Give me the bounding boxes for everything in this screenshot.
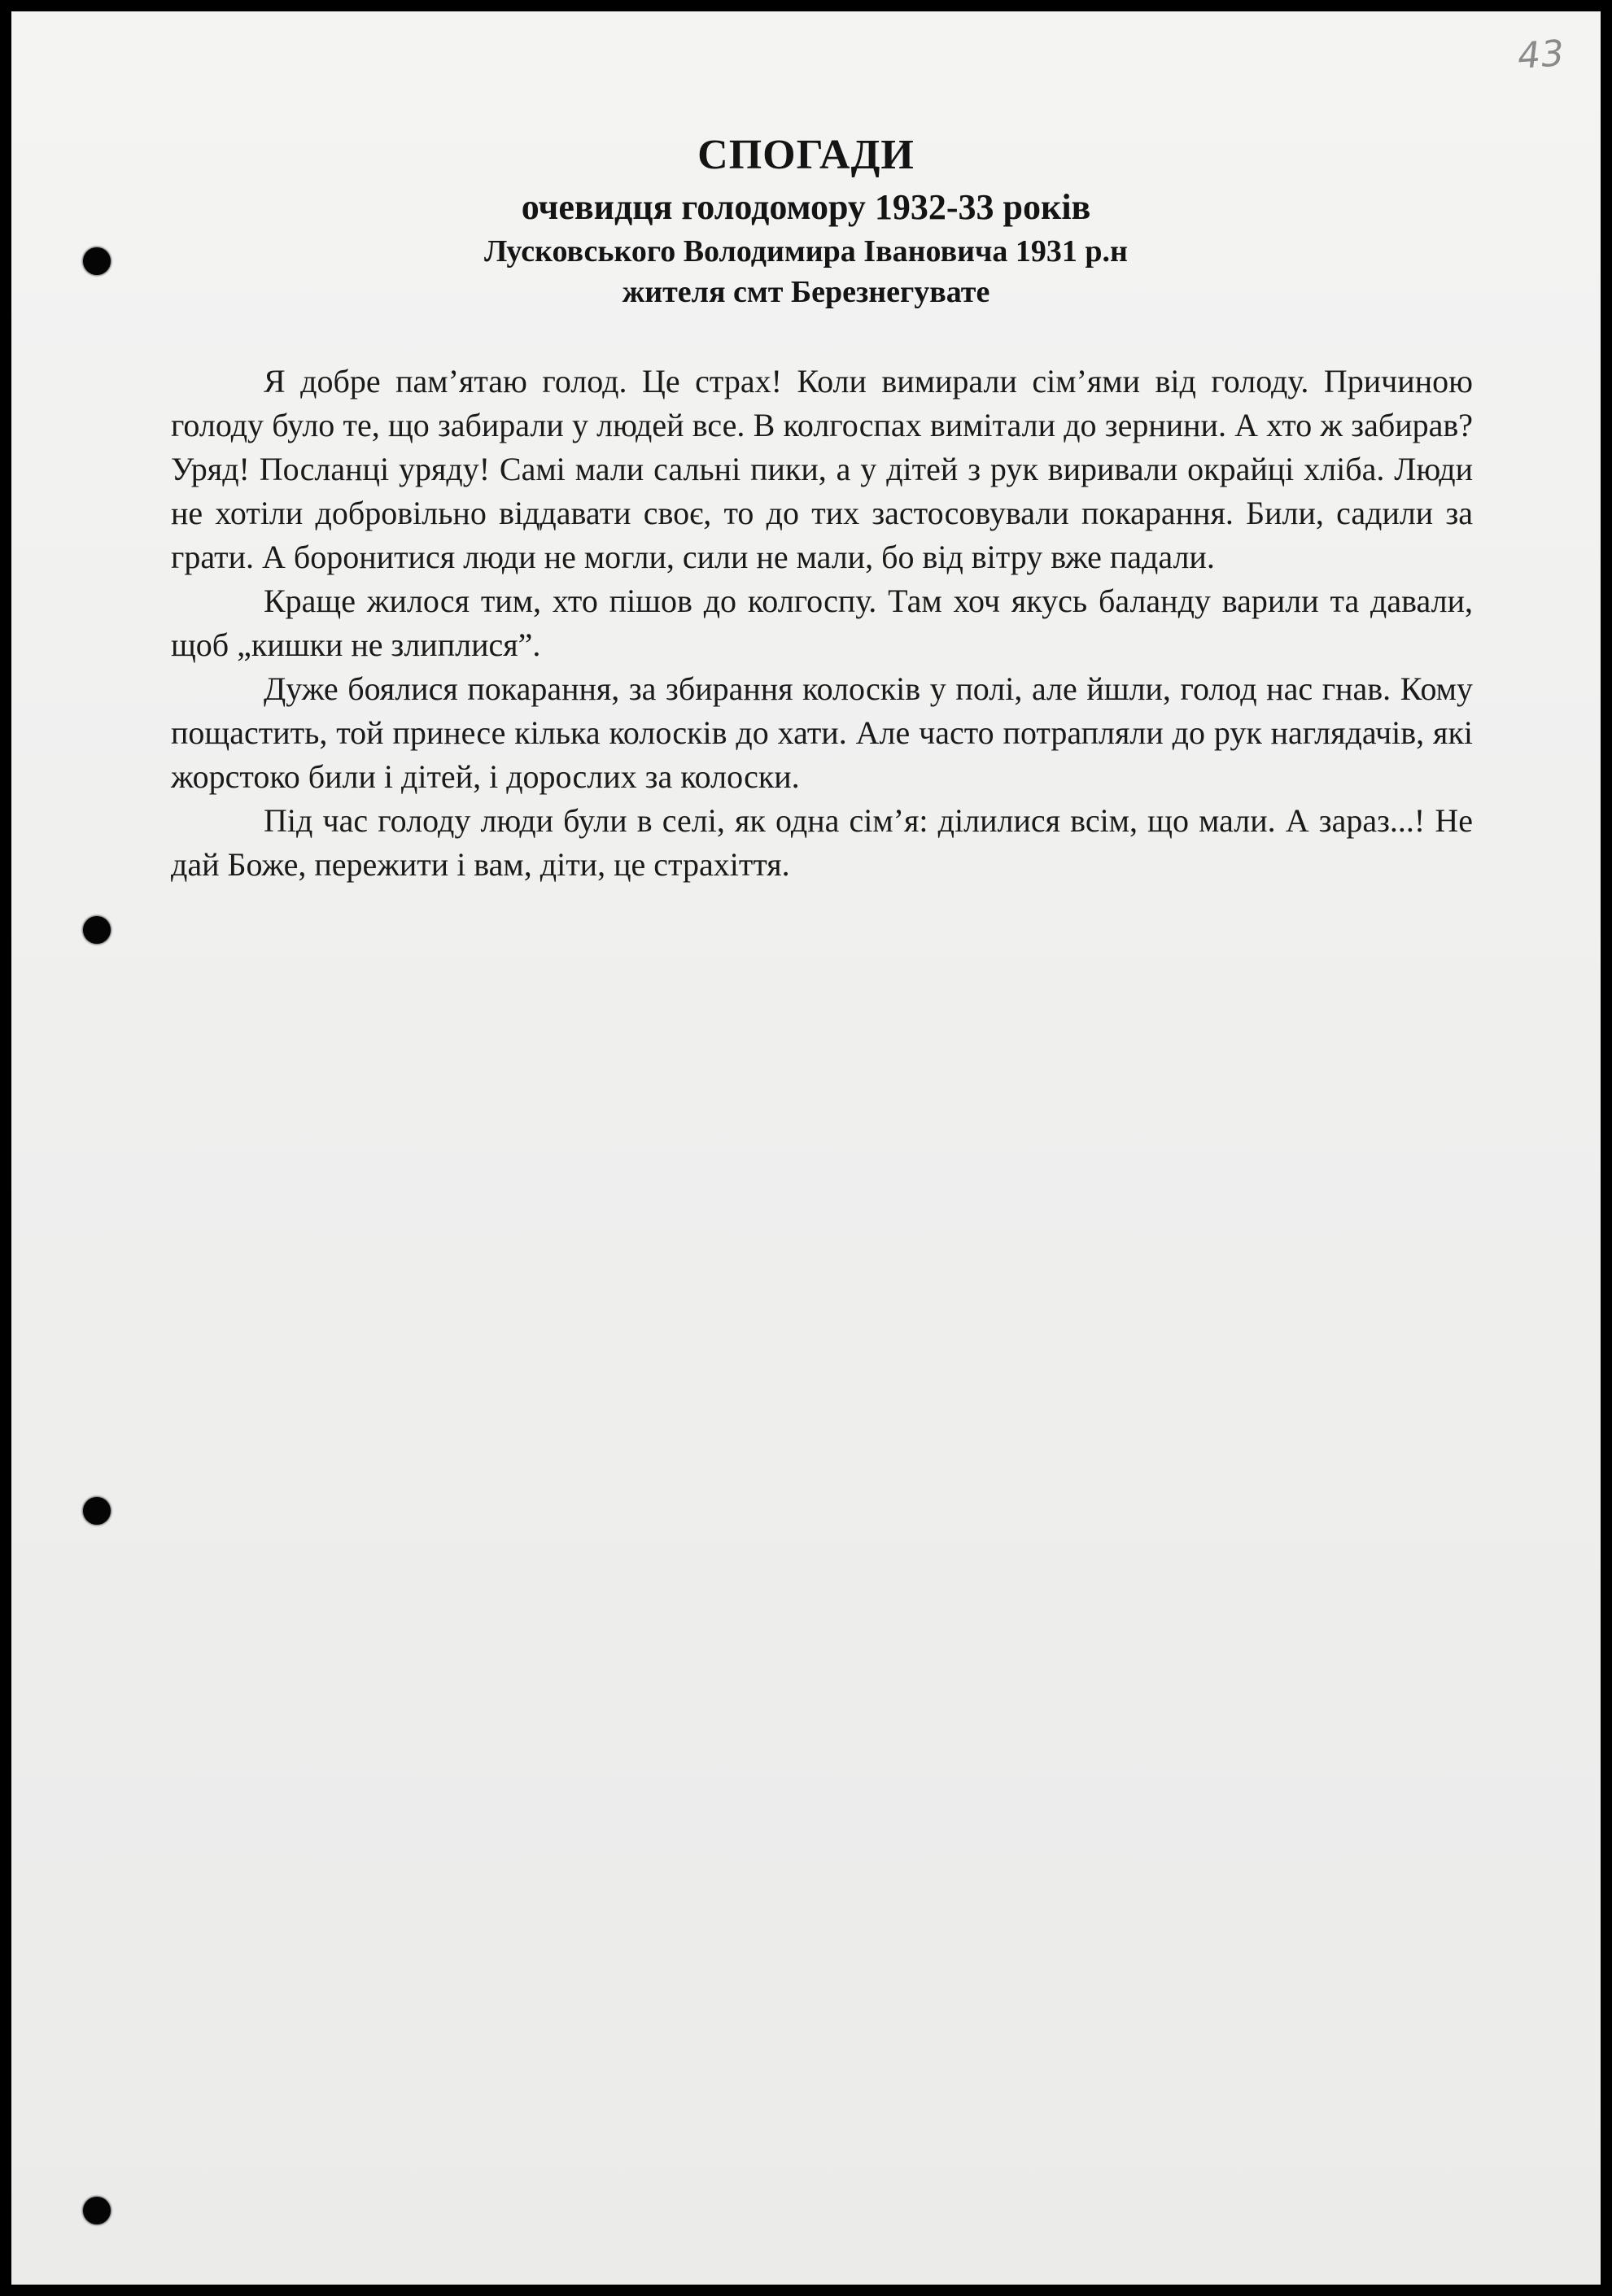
paragraph: Дуже боялися покарання, за збирання колосків у полі, але йшли, голод нас гнав. Кому пощастить, той принесе кілька колосків до хати. Але часто потрапляли до рук наглядачів, які жорстоко били і дітей, і дорослих за колоски. <box>171 670 1473 795</box>
paragraph: Під час голоду люди були в селі, як одна сім’я: ділилися всім, що мали. А зараз...! Не дай Боже, пережити і вам, діти, це страхіття. <box>171 802 1473 883</box>
page-number: 43 <box>1516 33 1566 77</box>
paragraph: Краще жилося тим, хто пішов до колгоспу. Там хоч якусь баланду варили та давали, щоб „кишки не злиплися”. <box>171 583 1473 663</box>
punch-hole <box>83 2197 111 2224</box>
punch-hole <box>83 916 111 944</box>
punch-hole <box>83 1497 111 1525</box>
body-text <box>171 360 1473 887</box>
residence-line: жителя смт Березнегувате <box>622 275 990 309</box>
document-subtitle: очевидця голодомору 1932-33 років <box>521 187 1091 227</box>
document-header <box>11 127 1601 312</box>
document-page <box>11 11 1601 2285</box>
author-line: Лусковського Володимира Івановича 1931 р.н <box>484 234 1128 268</box>
document-title: СПОГАДИ <box>697 132 915 178</box>
paragraph: Я добре пам’ятаю голод. Це страх! Коли вимирали сім’ями від голоду. Причиною голоду було те, що забирали у людей все. В колгоспах вимітали до зернини. А хто ж забирав? Уряд! Посланці уряду! Самі мали сальні пики, а у дітей з рук виривали окрайці хліба. Люди не хотіли добровільно віддавати своє, то до тих застосовували покарання. Били, садили за грати. А боронитися люди не могли, сили не мали, бо від вітру вже падали. <box>171 363 1473 575</box>
